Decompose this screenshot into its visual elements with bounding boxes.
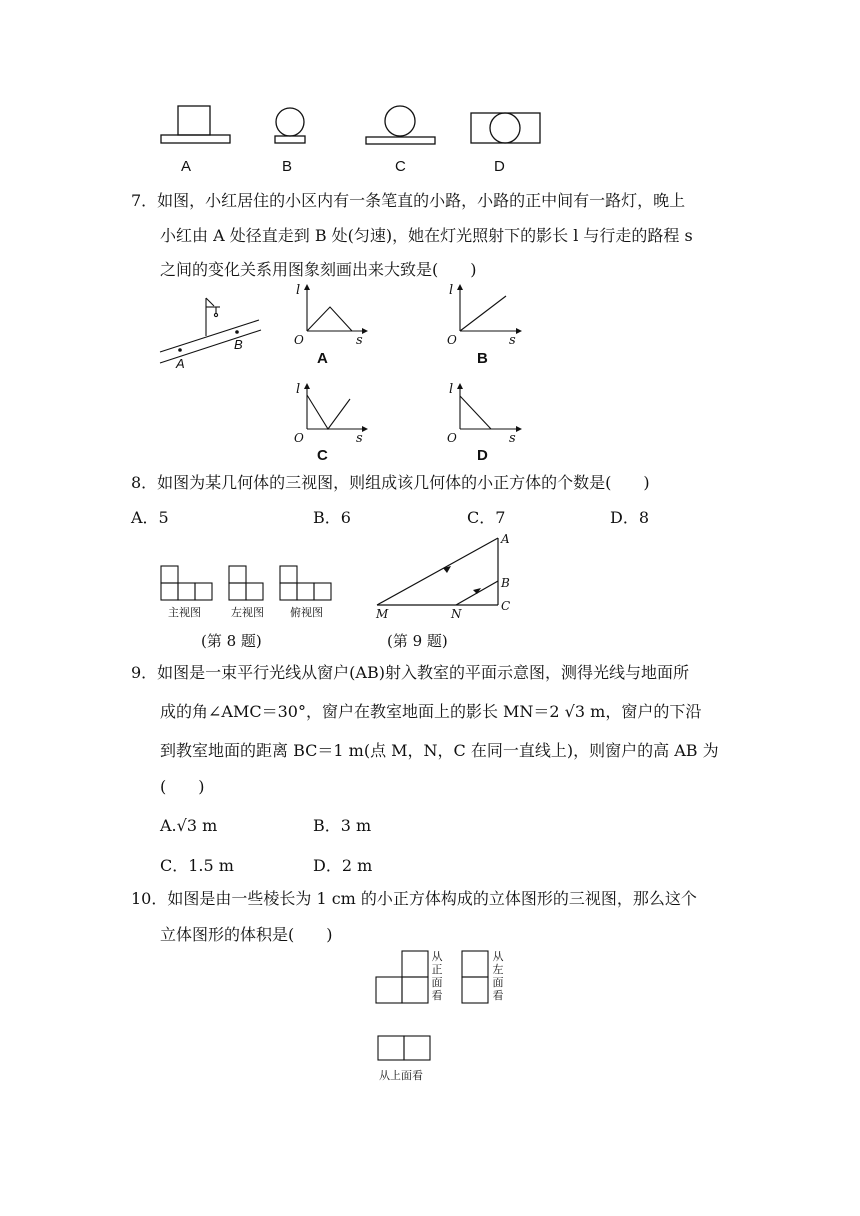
q8-stem: 8．如图为某几何体的三视图，则组成该几何体的小正方体的个数是( ) (131, 473, 650, 492)
q9-figure-label-m: M (376, 607, 389, 621)
q10-view-left-char-4: 看 (492, 989, 504, 1002)
q7-graph-a-origin: O (294, 333, 304, 347)
q10-view-front-label (431, 950, 443, 1002)
q6-label-a: A (181, 158, 192, 175)
q7-option-a-label: A (317, 350, 328, 367)
q7-option-d-label: D (477, 447, 488, 464)
q8-view-top-label: 俯视图 (290, 606, 323, 619)
q7-graph-b-x-label: s (509, 333, 516, 348)
q9-stem-line-3: 到教室地面的距离 BC＝1 m(点 M，N，C 在同一直线上)，则窗户的高 AB 为 (160, 741, 719, 760)
q7-graph-c-y-label: l (296, 382, 301, 397)
q10-stem-line-2: 立体图形的体积是( ) (160, 925, 333, 944)
q9-choice-b: B．3 m (313, 816, 372, 835)
q10-stem-line-1: 10．如图是由一些棱长为 1 cm 的小正方体构成的立体图形的三视图，那么这个 (131, 889, 697, 908)
q8-choice-c: C．7 (467, 508, 506, 527)
q7-scene-label-b: B (234, 337, 243, 352)
q9-figure-label-a: A (501, 532, 510, 546)
q7-graph-d-x-label: s (509, 431, 516, 446)
q7-graph-a-x-label: s (356, 333, 363, 348)
q7-option-c-label: C (317, 447, 328, 464)
q7-graph-a-y-label: l (296, 283, 301, 298)
q7-stem-line-2: 小红由 A 处径直走到 B 处(匀速)，她在灯光照射下的影长 l 与行走的路程 s (160, 226, 693, 245)
q6-label-d: D (494, 158, 505, 175)
q10-view-left-char-1: 从 (492, 950, 504, 963)
q9-stem-line-1: 9．如图是一束平行光线从窗户(AB)射入教室的平面示意图，测得光线与地面所 (131, 663, 689, 682)
q7-stem-line-3: 之间的变化关系用图象刻画出来大致是( ) (160, 260, 477, 279)
q6-label-b: B (282, 158, 293, 175)
q7-graph-b-origin: O (447, 333, 457, 347)
q10-view-front-char-4: 看 (431, 989, 443, 1002)
q7-scene-label-a: A (176, 356, 185, 371)
q10-view-top-label: 从上面看 (379, 1069, 423, 1082)
q9-caption: (第 9 题) (387, 632, 448, 650)
q9-figure-label-b: B (501, 576, 510, 590)
q8-choice-b: B．6 (313, 508, 351, 527)
q7-graph-c-x-label: s (356, 431, 363, 446)
q7-graph-d-y-label: l (449, 382, 454, 397)
q8-choice-d: D．8 (610, 508, 650, 527)
q7-graph-b-y-label: l (449, 283, 454, 298)
q8-caption: (第 8 题) (201, 632, 262, 650)
q7-option-b-label: B (477, 350, 488, 367)
q7-graph-d-origin: O (447, 431, 457, 445)
q9-choice-c: C．1.5 m (160, 856, 234, 875)
q10-view-left-char-2: 左 (492, 963, 504, 976)
q10-view-left-label (492, 950, 504, 1002)
q9-figure-label-c: C (501, 599, 511, 613)
q10-view-front-char-3: 面 (431, 976, 443, 989)
q9-figure-label-n: N (451, 607, 462, 621)
q8-choice-a: A．5 (131, 508, 169, 527)
q9-stem-line-4: ( ) (160, 777, 205, 796)
q10-view-front-char-1: 从 (431, 950, 443, 963)
q8-view-front-label: 主视图 (168, 606, 201, 619)
q9-choice-d: D．2 m (313, 856, 373, 875)
q7-stem-line-1: 7．如图，小红居住的小区内有一条笔直的小路，小路的正中间有一路灯，晚上 (131, 191, 686, 210)
q7-graph-c-origin: O (294, 431, 304, 445)
q8-view-left-label: 左视图 (231, 606, 264, 619)
q10-view-front-char-2: 正 (431, 963, 443, 976)
q9-stem-line-2: 成的角∠AMC＝30°，窗户在教室地面上的影长 MN＝2 √3 m，窗户的下沿 (160, 702, 702, 721)
q6-label-c: C (395, 158, 406, 175)
q10-view-left-char-3: 面 (492, 976, 504, 989)
q9-choice-a: A.√3 m (160, 816, 218, 835)
